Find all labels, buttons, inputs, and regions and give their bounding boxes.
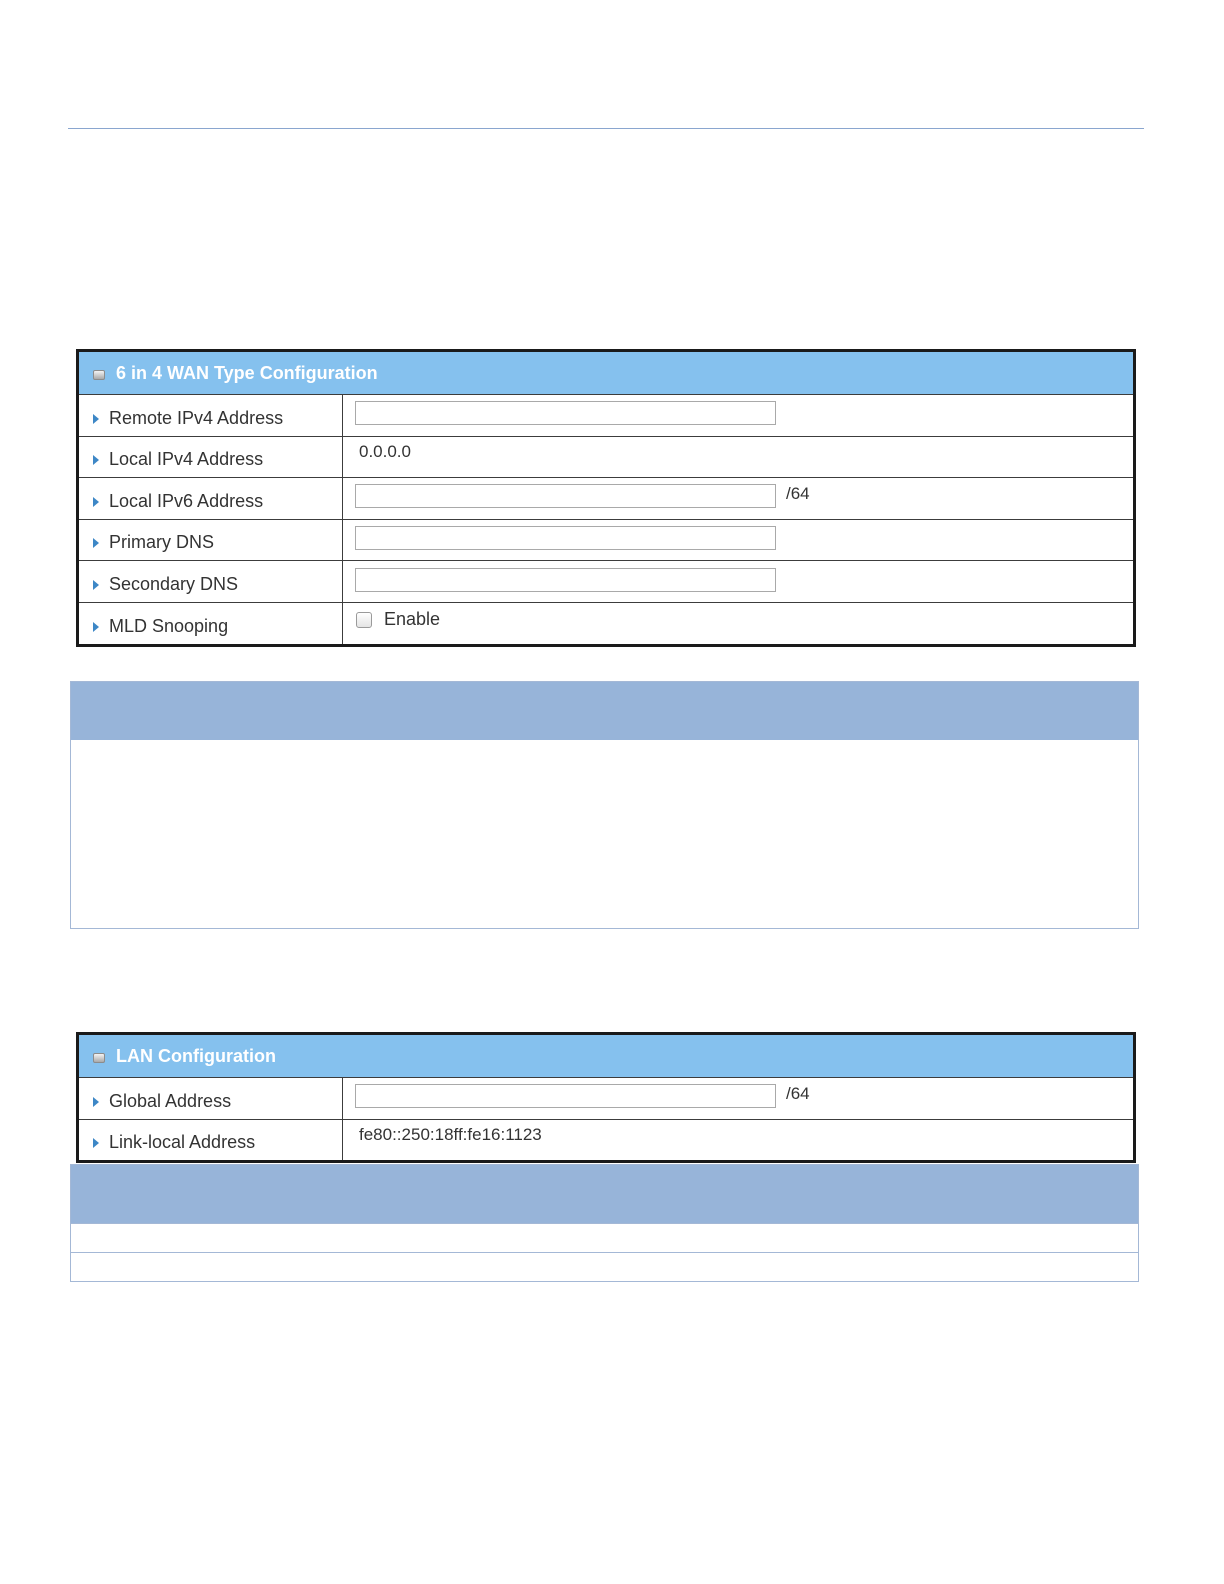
top-divider	[68, 128, 1144, 129]
table-row	[71, 1223, 1138, 1252]
row-secondary-dns	[79, 560, 1133, 602]
mld-enable-checkbox[interactable]	[356, 612, 372, 628]
mld-enable-label[interactable]: Enable	[384, 608, 441, 629]
arrow-right-icon	[93, 1097, 99, 1107]
arrow-right-icon	[93, 622, 99, 632]
arrow-right-icon	[93, 455, 99, 465]
lan-panel-header	[79, 1035, 1133, 1077]
global-address-label: Global Address	[109, 1090, 232, 1111]
mld-snooping-label: MLD Snooping	[109, 615, 229, 636]
local-ipv6-label: Local IPv6 Address	[109, 490, 264, 511]
primary-dns-label: Primary DNS	[109, 532, 215, 553]
table-row	[71, 1252, 1138, 1281]
primary-dns-input[interactable]	[355, 526, 776, 550]
secondary-dns-label: Secondary DNS	[109, 573, 239, 594]
wan-description-table	[70, 681, 1139, 929]
row-remote-ipv4	[79, 394, 1133, 436]
row-primary-dns	[79, 519, 1133, 561]
arrow-right-icon	[93, 580, 99, 590]
description-table-header	[71, 682, 1138, 740]
wan-panel-header	[79, 352, 1133, 394]
wan-config-panel	[76, 349, 1136, 647]
local-ipv6-input[interactable]	[355, 484, 776, 508]
local-ipv4-value: 0.0.0.0	[359, 441, 411, 461]
ipv6-prefix-suffix: /64	[786, 484, 810, 504]
row-local-ipv4	[79, 436, 1133, 478]
row-local-ipv6	[79, 477, 1133, 519]
lan-config-panel	[76, 1032, 1136, 1163]
link-local-value: fe80::250:18ff:fe16:1123	[359, 1124, 542, 1144]
lan-panel-title: LAN Configuration	[116, 1045, 276, 1066]
lan-description-table	[70, 1164, 1139, 1282]
secondary-dns-input[interactable]	[355, 568, 776, 592]
description-table-header	[71, 1165, 1138, 1223]
arrow-right-icon	[93, 414, 99, 424]
global-prefix-suffix: /64	[786, 1084, 810, 1104]
wan-panel-title: 6 in 4 WAN Type Configuration	[116, 362, 378, 383]
remote-ipv4-label: Remote IPv4 Address	[109, 407, 284, 428]
local-ipv4-label: Local IPv4 Address	[109, 449, 264, 470]
arrow-right-icon	[93, 1138, 99, 1148]
arrow-right-icon	[93, 497, 99, 507]
panel-collapse-icon[interactable]	[93, 370, 105, 380]
global-address-input[interactable]	[355, 1084, 776, 1108]
panel-collapse-icon[interactable]	[93, 1053, 105, 1063]
row-mld-snooping	[79, 602, 1133, 644]
row-link-local-address	[79, 1119, 1133, 1161]
arrow-right-icon	[93, 538, 99, 548]
row-global-address	[79, 1077, 1133, 1119]
remote-ipv4-input[interactable]	[355, 401, 776, 425]
link-local-label: Link-local Address	[109, 1132, 256, 1153]
